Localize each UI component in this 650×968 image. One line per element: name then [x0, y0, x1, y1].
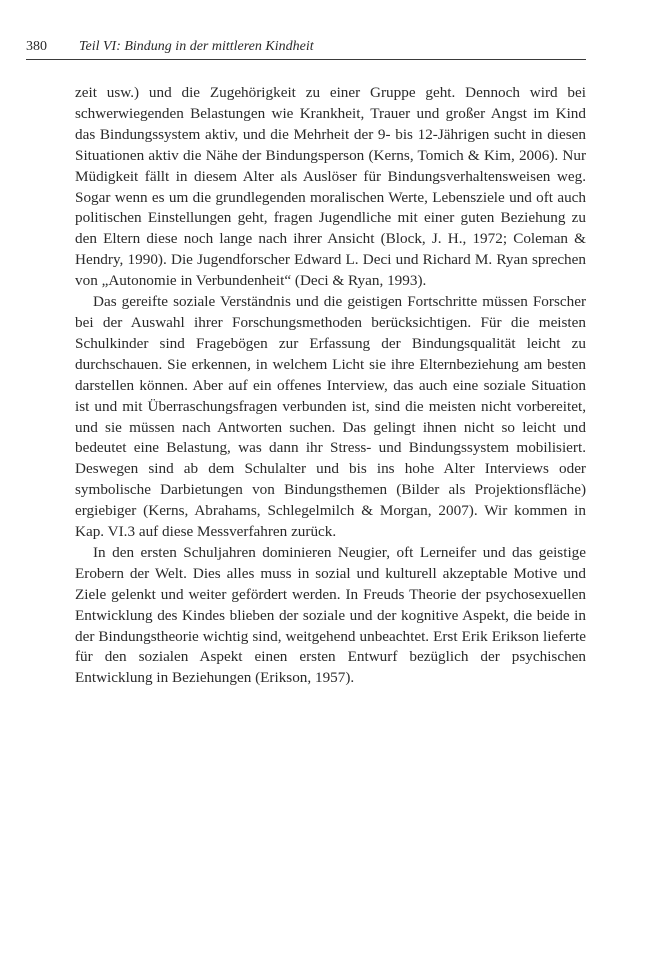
- running-head-title: Teil VI: Bindung in der mittleren Kindheit: [79, 39, 314, 54]
- running-head: [26, 38, 586, 60]
- page-number: 380: [26, 39, 47, 54]
- body-text: [75, 83, 586, 689]
- paragraph-2: Das gereifte soziale Verständnis und die geistigen Fortschritte müssen Forscher bei der Auswahl ihrer Forschungsmethoden berücksichtigen. Für die meisten Schulkinder sind Fragebögen zur Erfassung der Bindungsqualität leicht zu durchschauen. Sie erkennen, in welchem Licht sie ihre Elternbeziehung am besten darstellen können. Aber auf ein offenes Interview, das auch eine soziale Situation ist und mit Überraschungsfragen verbunden ist, sind die meisten nicht vorbereitet, und sie müssen nach Antworten suchen. Das gelingt ihnen nicht so leicht und bedeutet eine Belastung, was dann ihr Stress- und Bindungssystem mobilisiert. Deswegen sind ab dem Schulalter und bis ins hohe Alter Interviews oder symbolische Darbietungen von Bindungsthemen (Bilder als Projektionsfläche) ergiebiger (Kerns, Abrahams, Schlegelmilch & Morgan, 2007). Wir kommen in Kap. VI.3 auf diese Messverfahren zurück.: [75, 293, 586, 541]
- paragraph-1: zeit usw.) und die Zugehörigkeit zu einer Gruppe geht. Dennoch wird bei schwerwiegenden Belastungen wie Krankheit, Trauer und großer Angst im Kind das Bindungssystem aktiv, und die Mehrheit der 9- bis 12-Jährigen sucht in diesen Situationen aktiv die Nähe der Bindungsperson (Kerns, Tomich & Kim, 2006). Nur Müdigkeit fällt in diesem Alter als Auslöser für Bindungsverhaltensweisen weg. Sogar wenn es um die grundlegenden moralischen Werte, Lebensziele und oft auch politischen Einstellungen geht, fragen Jugendliche mit einer guten Beziehung zu den Eltern diese noch lange nach ihrer Ansicht (Block, J. H., 1972; Coleman & Hendry, 1990). Die Jugendforscher Edward L. Deci und Richard M. Ryan sprechen von „Autonomie in Verbundenheit“ (Deci & Ryan, 1993).: [75, 84, 586, 290]
- paragraph-3: In den ersten Schuljahren dominieren Neugier, oft Lerneifer und das geistige Erobern der Welt. Dies alles muss in sozial und kulturell akzeptable Motive und Ziele gelenkt und weiter gefördert werden. In Freuds Theorie der psychosexuellen Entwicklung des Kindes blieben der soziale und der kognitive Aspekt, die beide in der Bindungstheorie wichtig sind, weitgehend unbeachtet. Erst Erik Erikson lieferte für den sozialen Aspekt einen ersten Entwurf bezüglich der psychischen Entwicklung in Beziehungen (Erikson, 1957).: [75, 543, 586, 687]
- header-rule: [26, 59, 586, 60]
